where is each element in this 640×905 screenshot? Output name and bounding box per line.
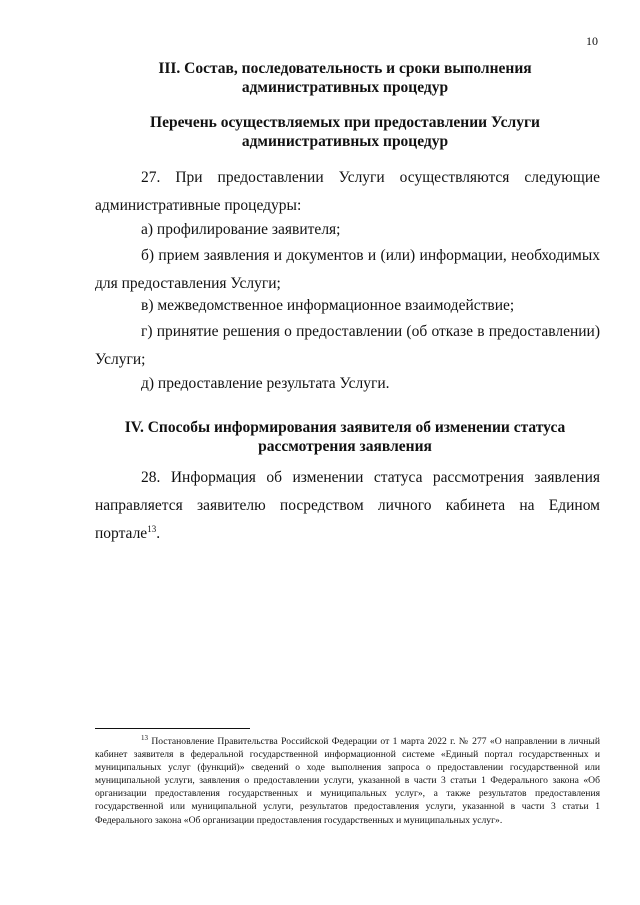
list-item-g bbox=[95, 318, 600, 374]
section-3-heading bbox=[90, 59, 600, 97]
section-4-heading-line1: IV. Способы информирования заявителя об изменении статуса bbox=[124, 419, 566, 436]
section-3-subheading-line1: Перечень осуществляемых при предоставлении Услуги bbox=[150, 114, 540, 131]
section-3-subheading-line2: административных процедур bbox=[241, 133, 449, 150]
footnote-number: 13 bbox=[141, 733, 148, 742]
paragraph-27 bbox=[95, 164, 600, 220]
paragraph-27-line2: административные процедуры: bbox=[95, 197, 302, 214]
paragraph-28-line1: 28. Информация об изменении статуса рассмотрения заявления bbox=[141, 469, 600, 486]
section-4-heading-line2: рассмотрения заявления bbox=[258, 438, 432, 455]
list-item-b-line1: б) прием заявления и документов и (или) информации, необходимых bbox=[141, 247, 600, 264]
section-3-subheading bbox=[90, 113, 600, 151]
list-item-g-line2: Услуги; bbox=[95, 351, 146, 368]
list-item-b-line2: для предоставления Услуги; bbox=[95, 275, 281, 292]
paragraph-28-line2 bbox=[95, 492, 600, 548]
paragraph-28-end: . bbox=[156, 525, 161, 542]
list-item-a-text: а) профилирование заявителя; bbox=[141, 221, 341, 238]
list-item-d-text: д) предоставление результата Услуги. bbox=[141, 375, 390, 392]
footnote-text: Постановление Правительства Российской Федерации от 1 марта 2022 г. № 277 «О направлении в личный кабинет заявителя в федеральной государственной информационной системе «Единый портал государственных и муниципальных услуг (функций)» сведений о ходе выполнения запроса о предоставлении государственной или муниципальной услуги, заявления о предоставлении услуги, указанной в части 3 статьи 1 Федерального закона «Об организации предоставления государственных и муниципальных услуг», а также результатов предоставления государственной или муниципальной услуги, результатов предоставления услуги, указанной в части 3 статьи 1 Федерального закона «Об организации предоставления государственных и муниципальных услуг». bbox=[95, 736, 600, 826]
page-number: 10 bbox=[586, 34, 598, 48]
footnote-reference[interactable]: 13 bbox=[147, 523, 157, 534]
paragraph-27-line1: 27. При предоставлении Услуги осуществляются следующие bbox=[141, 169, 600, 186]
list-item-a bbox=[95, 216, 600, 244]
footnote-separator bbox=[95, 728, 250, 729]
list-item-v bbox=[95, 292, 600, 320]
paragraph-28 bbox=[95, 464, 600, 548]
footnote-13 bbox=[95, 735, 600, 827]
list-item-b bbox=[95, 242, 600, 298]
list-item-d bbox=[95, 370, 600, 398]
list-item-g-line1: г) принятие решения о предоставлении (об отказе в предоставлении) bbox=[141, 323, 600, 340]
paragraph-28-line2-text: направляется заявителю посредством личного кабинета на Едином портале bbox=[95, 497, 600, 542]
section-3-heading-line2: административных процедур bbox=[241, 79, 449, 96]
section-4-heading bbox=[90, 418, 600, 456]
section-3-heading-line1: III. Состав, последовательность и сроки выполнения bbox=[158, 60, 532, 77]
list-item-v-text: в) межведомственное информационное взаимодействие; bbox=[141, 297, 515, 314]
